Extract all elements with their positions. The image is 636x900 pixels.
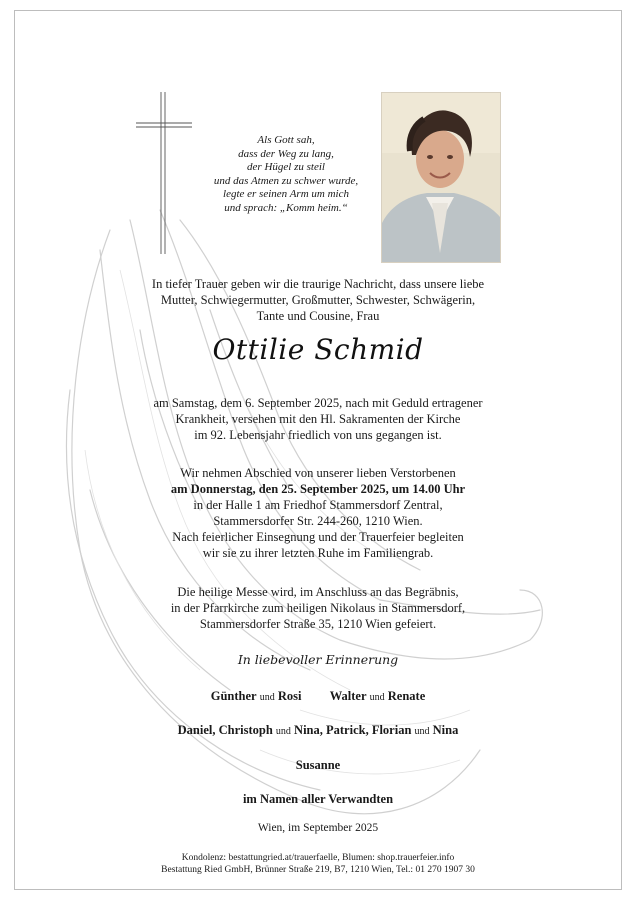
intro-line: In tiefer Trauer geben wir die traurige Nachricht, dass unsere liebe (151, 277, 485, 291)
family-name: Günther (210, 689, 257, 703)
funeral-line: Stammersdorfer Str. 244-260, 1210 Wien. (213, 514, 423, 528)
portrait-photo (381, 92, 501, 263)
verse-line: und sprach: „Komm heim.“ (224, 201, 348, 214)
mass-line: in der Pfarrkirche zum heiligen Nikolaus in Stammersdorf, (170, 601, 466, 615)
cross-icon (134, 92, 196, 254)
conjunction: und (259, 692, 275, 703)
funeral-line: in der Halle 1 am Friedhof Stammersdorf Zentral, (193, 498, 443, 512)
death-line: am Samstag, dem 6. September 2025, nach mit Geduld ertragener (153, 396, 483, 410)
family-name: Renate (387, 689, 426, 703)
mass-line: Die heilige Messe wird, im Anschluss an das Begräbnis, (177, 585, 459, 599)
intro-line: Tante und Cousine, Frau (256, 309, 380, 323)
footer (0, 852, 636, 876)
funeral-date: am Donnerstag, den 25. September 2025, um 14.00 Uhr (170, 482, 466, 496)
family-name: Rosi (277, 689, 302, 703)
mass-notice (0, 584, 636, 632)
family-row (0, 688, 636, 706)
verse-line: legte er seinen Arm um mich (223, 188, 349, 200)
memory-heading: In liebevoller Erinnerung (237, 652, 399, 667)
verse-line: Als Gott sah, (257, 134, 315, 146)
funeral-line: Nach feierlicher Einsegnung und der Trauerfeier begleiten (172, 530, 464, 544)
family-name: Nina, Patrick, Florian (294, 723, 412, 737)
family-name: Daniel, Christoph (177, 723, 273, 737)
verse-line: dass der Weg zu lang, (238, 147, 334, 160)
footer-line: Bestattung Ried GmbH, Brünner Straße 219, B7, 1210 Wien, Tel.: 01 270 1907 30 (161, 865, 475, 875)
place-date: Wien, im September 2025 (257, 822, 379, 834)
death-notice (0, 395, 636, 443)
family-name: Walter (329, 689, 367, 703)
death-line: im 92. Lebensjahr friedlich von uns gegangen ist. (194, 428, 442, 442)
conjunction: und (275, 726, 291, 737)
death-line: Krankheit, versehen mit den Hl. Sakramenten der Kirche (175, 412, 461, 426)
verse-line: der Hügel zu steil (247, 161, 325, 173)
mass-line: Stammersdorfer Straße 35, 1210 Wien gefeiert. (199, 617, 437, 631)
family-name: Nina (432, 723, 459, 737)
funeral-details (0, 465, 636, 561)
verse-line: und das Atmen zu schwer wurde, (213, 174, 359, 187)
relatives-line: im Namen aller Verwandten (242, 792, 394, 806)
family-name-single: Susanne (295, 758, 341, 772)
funeral-line: wir sie zu ihrer letzten Ruhe im Familiengrab. (202, 546, 434, 560)
announcement-intro (0, 276, 636, 324)
intro-line: Mutter, Schwiegermutter, Großmutter, Schwester, Schwägerin, (160, 293, 476, 307)
deceased-name: Ottilie Schmid (212, 333, 424, 366)
farewell-line: Wir nehmen Abschied von unserer lieben Verstorbenen (180, 466, 456, 480)
family-row (0, 722, 636, 740)
footer-line: Kondolenz: bestattungried.at/trauerfaelle, Blumen: shop.trauerfeier.info (181, 853, 455, 863)
conjunction: und (414, 726, 430, 737)
conjunction: und (369, 692, 385, 703)
memorial-verse (196, 134, 376, 215)
